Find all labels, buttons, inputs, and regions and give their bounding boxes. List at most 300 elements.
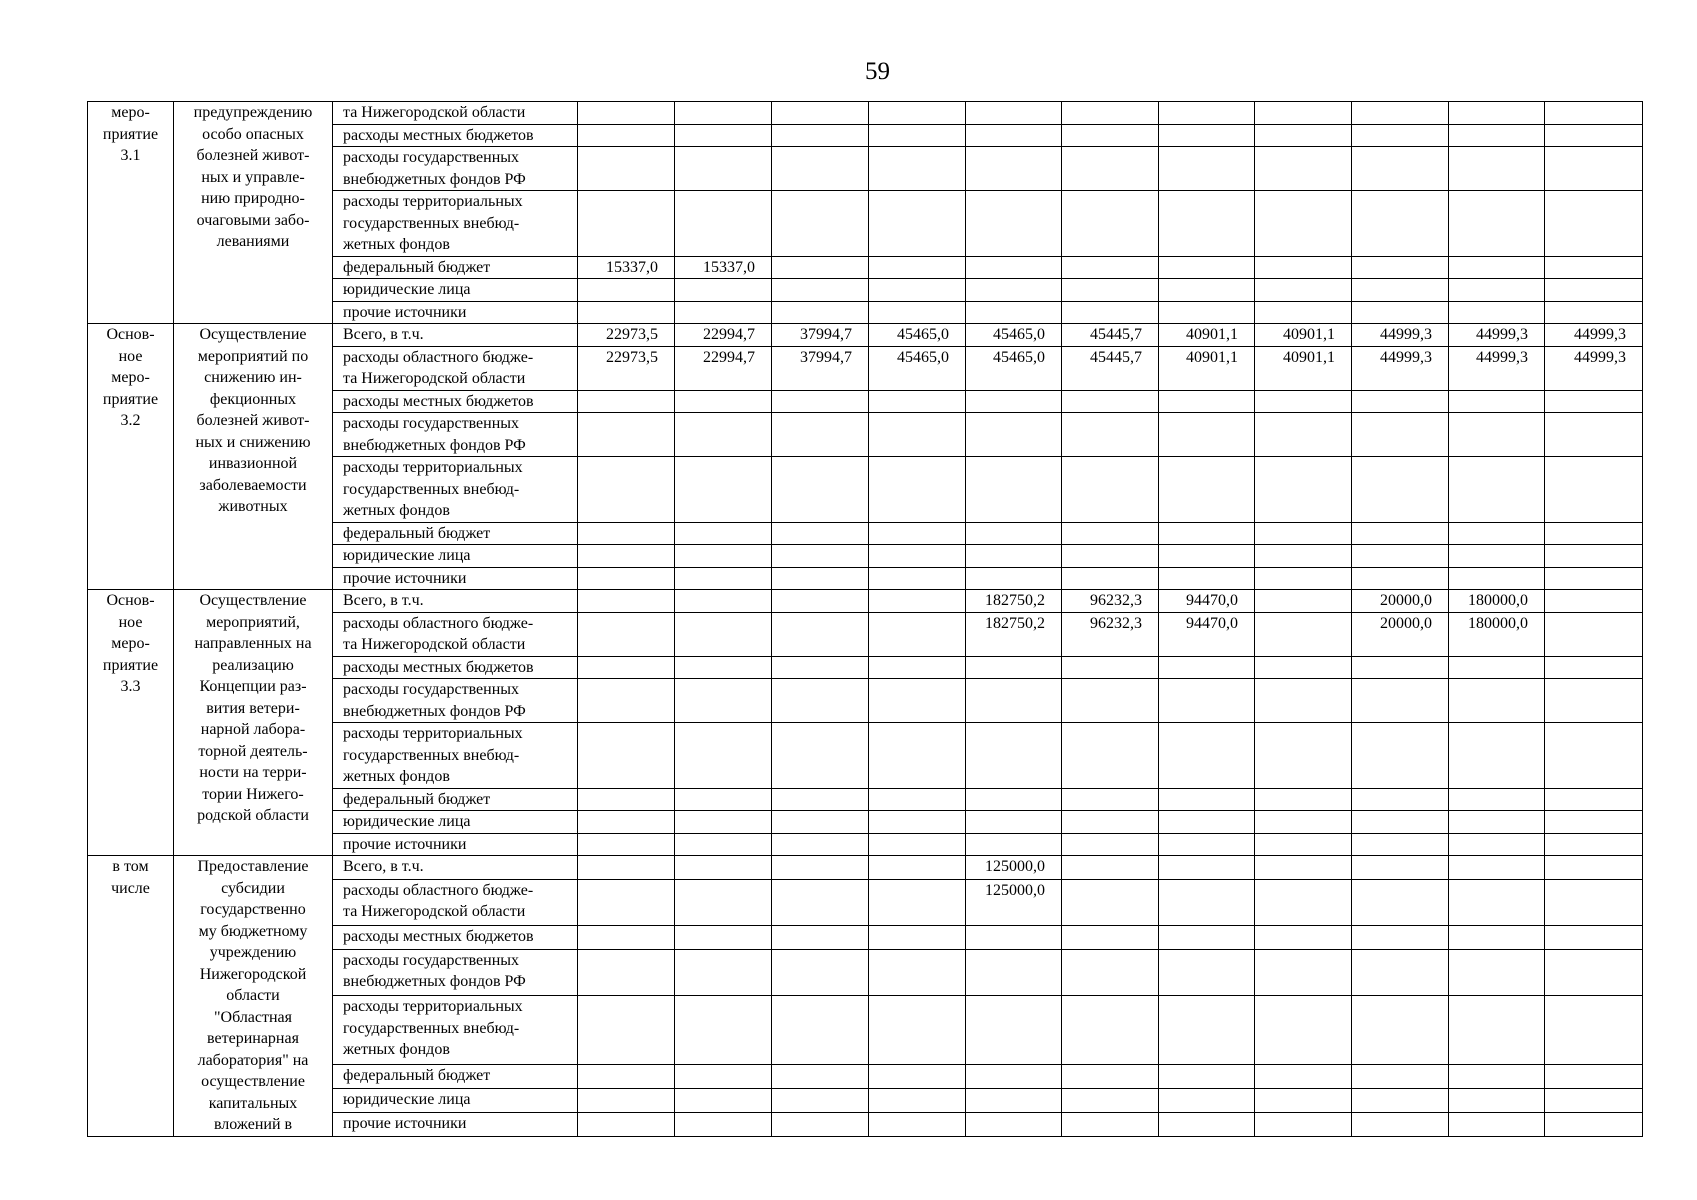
value-cell (869, 102, 966, 125)
value-cell (1545, 833, 1643, 856)
value-cell (1545, 656, 1643, 679)
value-cell (675, 457, 772, 523)
value-cell (578, 301, 675, 324)
value-cell (1159, 256, 1255, 279)
value-cell (1449, 191, 1545, 257)
value-cell (772, 879, 869, 925)
value-cell: 96232,3 (1062, 590, 1159, 613)
activity-name-cell: Предоставление субсидии государственно му бюджетному учреждению Нижегородской области "Областная ветеринарная лаборатория" на осуществление капитальных вложений в (174, 856, 333, 1137)
value-cell (1352, 811, 1449, 834)
funding-source-cell: юридические лица (333, 279, 578, 302)
value-cell (1062, 457, 1159, 523)
value-cell (1159, 545, 1255, 568)
funding-source-cell: расходы областного бюдже- та Нижегородской области (333, 879, 578, 925)
value-cell (1449, 1089, 1545, 1113)
value-cell (1062, 1112, 1159, 1136)
value-cell (1545, 390, 1643, 413)
value-cell (578, 856, 675, 880)
value-cell (675, 545, 772, 568)
value-cell (869, 567, 966, 590)
value-cell (1545, 301, 1643, 324)
value-cell (772, 256, 869, 279)
value-cell (675, 949, 772, 995)
value-cell (1352, 413, 1449, 457)
value-cell (675, 567, 772, 590)
value-cell (1449, 656, 1545, 679)
value-cell: 182750,2 (966, 590, 1062, 613)
value-cell (966, 102, 1062, 125)
value-cell (1449, 390, 1545, 413)
value-cell (1159, 279, 1255, 302)
value-cell (869, 996, 966, 1065)
value-cell (1255, 679, 1352, 723)
value-cell (1062, 926, 1159, 950)
value-cell (1352, 1112, 1449, 1136)
value-cell (1449, 124, 1545, 147)
funding-source-cell: расходы территориальных государственных внебюд- жетных фондов (333, 996, 578, 1065)
value-cell (578, 102, 675, 125)
value-cell (869, 390, 966, 413)
value-cell (869, 949, 966, 995)
value-cell (1159, 788, 1255, 811)
value-cell (1159, 856, 1255, 880)
value-cell (675, 879, 772, 925)
value-cell (1255, 926, 1352, 950)
value-cell (675, 1089, 772, 1113)
value-cell: 37994,7 (772, 346, 869, 390)
value-cell (675, 926, 772, 950)
value-cell (1255, 567, 1352, 590)
value-cell: 45465,0 (966, 346, 1062, 390)
table-row (88, 102, 1643, 125)
value-cell (966, 926, 1062, 950)
value-cell (1352, 279, 1449, 302)
value-cell (1545, 124, 1643, 147)
value-cell (578, 590, 675, 613)
value-cell (869, 124, 966, 147)
value-cell (772, 567, 869, 590)
value-cell (1062, 147, 1159, 191)
value-cell (869, 679, 966, 723)
value-cell (772, 833, 869, 856)
value-cell (578, 279, 675, 302)
table-row (88, 856, 1643, 880)
value-cell (1352, 147, 1449, 191)
value-cell (578, 567, 675, 590)
value-cell (1159, 457, 1255, 523)
value-cell (675, 191, 772, 257)
value-cell (1449, 147, 1545, 191)
value-cell (966, 1112, 1062, 1136)
value-cell (1159, 879, 1255, 925)
value-cell (966, 147, 1062, 191)
value-cell: 20000,0 (1352, 590, 1449, 613)
value-cell (1159, 833, 1255, 856)
page-number: 59 (865, 58, 890, 85)
value-cell (966, 457, 1062, 523)
value-cell (1449, 256, 1545, 279)
value-cell (869, 1065, 966, 1089)
value-cell (1062, 256, 1159, 279)
value-cell (578, 996, 675, 1065)
value-cell (1159, 679, 1255, 723)
value-cell (675, 124, 772, 147)
value-cell: 125000,0 (966, 879, 1062, 925)
value-cell (1255, 1112, 1352, 1136)
value-cell: 45445,7 (1062, 346, 1159, 390)
value-cell (1352, 1089, 1449, 1113)
value-cell (675, 612, 772, 656)
value-cell (1255, 879, 1352, 925)
value-cell: 44999,3 (1545, 346, 1643, 390)
value-cell: 94470,0 (1159, 590, 1255, 613)
value-cell (1159, 1065, 1255, 1089)
funding-source-cell: прочие источники (333, 567, 578, 590)
value-cell: 180000,0 (1449, 612, 1545, 656)
value-cell (1352, 926, 1449, 950)
value-cell (1545, 102, 1643, 125)
value-cell (772, 413, 869, 457)
value-cell (966, 1089, 1062, 1113)
funding-source-cell: юридические лица (333, 811, 578, 834)
value-cell: 40901,1 (1255, 324, 1352, 347)
value-cell (1159, 102, 1255, 125)
funding-source-cell: юридические лица (333, 545, 578, 568)
value-cell (578, 457, 675, 523)
value-cell (1545, 1089, 1643, 1113)
activity-number-cell: Основ- ное меро- приятие 3.3 (88, 590, 174, 856)
value-cell (869, 833, 966, 856)
value-cell (1352, 856, 1449, 880)
value-cell (1255, 256, 1352, 279)
value-cell: 45465,0 (869, 346, 966, 390)
value-cell (966, 413, 1062, 457)
value-cell (1449, 949, 1545, 995)
value-cell (869, 856, 966, 880)
value-cell (1449, 811, 1545, 834)
funding-source-cell: расходы государственных внебюджетных фондов РФ (333, 413, 578, 457)
value-cell (966, 390, 1062, 413)
value-cell (1352, 723, 1449, 789)
value-cell (1062, 124, 1159, 147)
value-cell (1255, 147, 1352, 191)
value-cell (869, 1112, 966, 1136)
value-cell: 44999,3 (1449, 324, 1545, 347)
value-cell (1449, 102, 1545, 125)
funding-source-cell: прочие источники (333, 833, 578, 856)
value-cell (578, 522, 675, 545)
value-cell (1449, 301, 1545, 324)
value-cell (675, 147, 772, 191)
funding-source-cell: Всего, в т.ч. (333, 590, 578, 613)
value-cell (1255, 390, 1352, 413)
funding-source-cell: юридические лица (333, 1089, 578, 1113)
value-cell (1449, 457, 1545, 523)
value-cell (1255, 949, 1352, 995)
value-cell (869, 522, 966, 545)
value-cell (578, 545, 675, 568)
value-cell: 15337,0 (578, 256, 675, 279)
value-cell (1255, 856, 1352, 880)
value-cell (1159, 191, 1255, 257)
value-cell (772, 1112, 869, 1136)
value-cell: 45465,0 (869, 324, 966, 347)
value-cell (1449, 833, 1545, 856)
value-cell (1352, 457, 1449, 523)
funding-source-cell: расходы территориальных государственных внебюд- жетных фондов (333, 191, 578, 257)
table-row (88, 590, 1643, 613)
value-cell (1062, 949, 1159, 995)
value-cell (1255, 590, 1352, 613)
value-cell (1062, 723, 1159, 789)
value-cell (1449, 1112, 1545, 1136)
value-cell (772, 124, 869, 147)
value-cell (772, 102, 869, 125)
value-cell (869, 612, 966, 656)
value-cell (1159, 567, 1255, 590)
value-cell (578, 124, 675, 147)
value-cell (772, 590, 869, 613)
value-cell (1545, 612, 1643, 656)
value-cell (869, 279, 966, 302)
value-cell (1352, 949, 1449, 995)
value-cell (1062, 1065, 1159, 1089)
value-cell (1159, 390, 1255, 413)
value-cell (1352, 833, 1449, 856)
value-cell (1352, 390, 1449, 413)
value-cell (578, 1089, 675, 1113)
value-cell (578, 413, 675, 457)
value-cell (1062, 811, 1159, 834)
value-cell (578, 1065, 675, 1089)
value-cell: 44999,3 (1545, 324, 1643, 347)
value-cell (675, 788, 772, 811)
value-cell: 45445,7 (1062, 324, 1159, 347)
value-cell (772, 545, 869, 568)
value-cell (1545, 567, 1643, 590)
value-cell (772, 788, 869, 811)
funding-source-cell: расходы областного бюдже- та Нижегородской области (333, 346, 578, 390)
value-cell (1449, 723, 1545, 789)
value-cell (772, 612, 869, 656)
value-cell (578, 949, 675, 995)
value-cell (675, 679, 772, 723)
value-cell (869, 413, 966, 457)
value-cell (869, 147, 966, 191)
value-cell (966, 833, 1062, 856)
value-cell (1545, 256, 1643, 279)
value-cell (1449, 879, 1545, 925)
value-cell (1255, 301, 1352, 324)
funding-source-cell: та Нижегородской области (333, 102, 578, 125)
value-cell (772, 147, 869, 191)
value-cell (869, 457, 966, 523)
value-cell: 37994,7 (772, 324, 869, 347)
value-cell (675, 833, 772, 856)
value-cell (1159, 147, 1255, 191)
funding-source-cell: Всего, в т.ч. (333, 324, 578, 347)
value-cell (1545, 723, 1643, 789)
value-cell (772, 1065, 869, 1089)
value-cell: 45465,0 (966, 324, 1062, 347)
value-cell (966, 1065, 1062, 1089)
value-cell (869, 1089, 966, 1113)
value-cell (578, 679, 675, 723)
value-cell: 125000,0 (966, 856, 1062, 880)
value-cell (1159, 811, 1255, 834)
value-cell (675, 390, 772, 413)
value-cell (869, 788, 966, 811)
value-cell (1449, 1065, 1545, 1089)
value-cell (578, 612, 675, 656)
value-cell (966, 811, 1062, 834)
value-cell (772, 522, 869, 545)
funding-source-cell: расходы местных бюджетов (333, 124, 578, 147)
value-cell (966, 723, 1062, 789)
value-cell (1255, 522, 1352, 545)
value-cell: 180000,0 (1449, 590, 1545, 613)
funding-source-cell: прочие источники (333, 301, 578, 324)
value-cell (1449, 413, 1545, 457)
value-cell (1449, 545, 1545, 568)
value-cell (1545, 413, 1643, 457)
value-cell (1255, 996, 1352, 1065)
value-cell (1352, 996, 1449, 1065)
value-cell (1545, 522, 1643, 545)
value-cell (1159, 301, 1255, 324)
value-cell (675, 590, 772, 613)
value-cell (869, 811, 966, 834)
value-cell (1062, 679, 1159, 723)
value-cell (1062, 279, 1159, 302)
value-cell (1255, 723, 1352, 789)
value-cell (1159, 1112, 1255, 1136)
value-cell (1545, 147, 1643, 191)
value-cell (578, 390, 675, 413)
funding-source-cell: федеральный бюджет (333, 788, 578, 811)
value-cell (1449, 926, 1545, 950)
value-cell (1159, 124, 1255, 147)
funding-source-cell: расходы государственных внебюджетных фондов РФ (333, 949, 578, 995)
activity-number-cell: меро- приятие 3.1 (88, 102, 174, 324)
value-cell: 94470,0 (1159, 612, 1255, 656)
value-cell (1352, 1065, 1449, 1089)
value-cell: 22973,5 (578, 346, 675, 390)
value-cell (1062, 879, 1159, 925)
value-cell (1159, 413, 1255, 457)
value-cell (966, 279, 1062, 302)
value-cell (675, 413, 772, 457)
value-cell (1545, 1112, 1643, 1136)
value-cell (966, 567, 1062, 590)
value-cell (1352, 191, 1449, 257)
value-cell (675, 279, 772, 302)
funding-source-cell: расходы местных бюджетов (333, 390, 578, 413)
value-cell (1352, 679, 1449, 723)
value-cell (1352, 256, 1449, 279)
value-cell (1352, 522, 1449, 545)
value-cell (966, 996, 1062, 1065)
value-cell (869, 926, 966, 950)
value-cell (1255, 833, 1352, 856)
value-cell (1545, 996, 1643, 1065)
value-cell (772, 926, 869, 950)
value-cell (772, 996, 869, 1065)
value-cell (1062, 413, 1159, 457)
activity-name-cell: Осуществление мероприятий, направленных на реализацию Концепции раз- вития ветери- нарной лабора- торной деятель- ности на терри- тории Нижего- родской области (174, 590, 333, 856)
value-cell (1449, 567, 1545, 590)
value-cell (966, 124, 1062, 147)
value-cell (1062, 390, 1159, 413)
value-cell (869, 723, 966, 789)
value-cell (1062, 996, 1159, 1065)
value-cell (1255, 811, 1352, 834)
value-cell (1449, 856, 1545, 880)
value-cell (1255, 612, 1352, 656)
value-cell (1352, 788, 1449, 811)
value-cell (1062, 191, 1159, 257)
value-cell: 182750,2 (966, 612, 1062, 656)
value-cell (675, 996, 772, 1065)
value-cell (1545, 856, 1643, 880)
value-cell (1352, 124, 1449, 147)
funding-source-cell: расходы областного бюдже- та Нижегородской области (333, 612, 578, 656)
funding-source-cell: расходы государственных внебюджетных фондов РФ (333, 679, 578, 723)
value-cell (772, 656, 869, 679)
funding-source-cell: прочие источники (333, 1112, 578, 1136)
value-cell (1545, 1065, 1643, 1089)
value-cell (966, 191, 1062, 257)
activity-number-cell: Основ- ное меро- приятие 3.2 (88, 324, 174, 590)
value-cell (1545, 788, 1643, 811)
value-cell (772, 679, 869, 723)
value-cell (578, 191, 675, 257)
value-cell: 96232,3 (1062, 612, 1159, 656)
value-cell (966, 545, 1062, 568)
value-cell (772, 301, 869, 324)
activity-name-cell: предупреждению особо опасных болезней живот- ных и управле- нию природно- очаговыми забо- леваниями (174, 102, 333, 324)
value-cell (1255, 545, 1352, 568)
value-cell (1545, 457, 1643, 523)
value-cell (1545, 545, 1643, 568)
value-cell (1062, 656, 1159, 679)
value-cell (1062, 856, 1159, 880)
value-cell (1545, 949, 1643, 995)
value-cell: 20000,0 (1352, 612, 1449, 656)
value-cell (1062, 522, 1159, 545)
value-cell (1545, 679, 1643, 723)
value-cell (1545, 279, 1643, 302)
value-cell (1545, 879, 1643, 925)
value-cell (772, 856, 869, 880)
table-row (88, 324, 1643, 347)
value-cell: 44999,3 (1352, 324, 1449, 347)
value-cell (578, 147, 675, 191)
value-cell (869, 545, 966, 568)
activity-name-cell: Осуществление мероприятий по снижению ин- фекционных болезней живот- ных и снижению инвазионной заболеваемости животных (174, 324, 333, 590)
value-cell (772, 723, 869, 789)
value-cell: 40901,1 (1255, 346, 1352, 390)
value-cell (675, 102, 772, 125)
value-cell (772, 811, 869, 834)
value-cell (578, 833, 675, 856)
value-cell (869, 879, 966, 925)
value-cell (1159, 522, 1255, 545)
value-cell: 44999,3 (1449, 346, 1545, 390)
value-cell (675, 522, 772, 545)
value-cell (1255, 788, 1352, 811)
value-cell (772, 279, 869, 302)
